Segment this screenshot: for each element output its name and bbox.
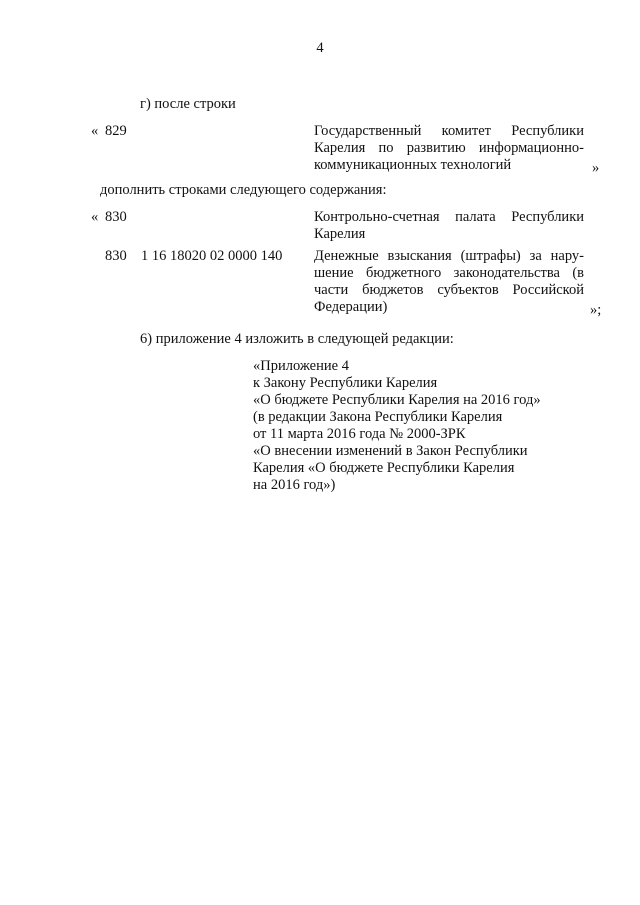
- name-830-a-line-1: Контрольно-счетная палата Республики: [314, 209, 584, 225]
- page-number: 4: [316, 40, 324, 56]
- code-830-a: 830: [105, 209, 127, 225]
- name-829-line-1: Государственный комитет Республики: [314, 123, 584, 139]
- code-829: 829: [105, 123, 127, 139]
- name-829: [314, 123, 584, 174]
- open-quote-829: «: [91, 123, 99, 139]
- appendix-heading-line-3: «О бюджете Республики Карелия на 2016 год»: [253, 392, 541, 408]
- appendix-heading-line-4: (в редакции Закона Республики Карелия: [253, 409, 503, 425]
- name-829-line-2: Карелия по развитию информационно-: [314, 140, 584, 156]
- paragraph-6: 6) приложение 4 изложить в следующей редакции:: [140, 331, 454, 347]
- appendix-heading-line-8: на 2016 год»): [253, 477, 336, 493]
- paragraph-g: г) после строки: [140, 96, 236, 112]
- appendix-heading: [253, 358, 573, 494]
- appendix-heading-line-2: к Закону Республики Карелия: [253, 375, 438, 391]
- appendix-heading-line-1: «Приложение 4: [253, 358, 349, 374]
- name-830-b: [314, 248, 584, 316]
- open-quote-830: «: [91, 209, 99, 225]
- name-830-a: [314, 209, 584, 243]
- name-829-line-3: коммуникационных технологий: [314, 157, 512, 173]
- appendix-heading-line-5: от 11 марта 2016 года № 2000-ЗРК: [253, 426, 466, 442]
- add-rows-text: дополнить строками следующего содержания:: [100, 182, 387, 198]
- code-830-b: 830: [105, 248, 127, 264]
- name-830-b-line-1: Денежные взыскания (штрафы) за нару-: [314, 248, 584, 264]
- name-830-b-line-2: шение бюджетного законодательства (в: [314, 265, 584, 281]
- name-830-b-line-4: Федерации): [314, 299, 388, 315]
- close-quote-829: »: [592, 160, 600, 176]
- appendix-heading-line-6: «О внесении изменений в Закон Республики: [253, 443, 528, 459]
- appendix-heading-line-7: Карелия «О бюджете Республики Карелия: [253, 460, 515, 476]
- name-830-b-line-3: части бюджетов субъектов Российской: [314, 282, 584, 298]
- close-quote-830: »;: [590, 302, 602, 318]
- name-830-a-line-2: Карелия: [314, 226, 366, 242]
- kbk-830-b: 1 16 18020 02 0000 140: [141, 248, 283, 264]
